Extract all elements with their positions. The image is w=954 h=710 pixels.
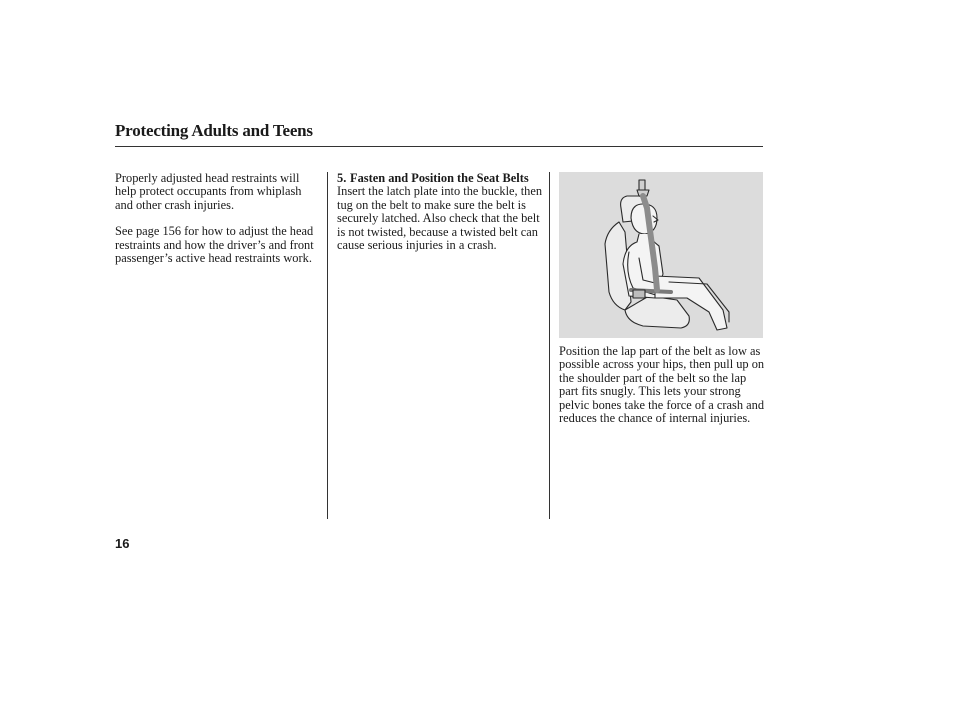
column-divider-right xyxy=(549,172,550,519)
seat-cushion-icon xyxy=(625,296,689,328)
head-restraint-paragraph: Properly adjusted head restraints will help protect occupants from whiplash and other crash injuries. xyxy=(115,171,302,212)
column-divider-left xyxy=(327,172,328,519)
page-number: 16 xyxy=(115,536,130,551)
page-title: Protecting Adults and Teens xyxy=(115,121,313,140)
buckle-icon xyxy=(633,290,645,298)
title-divider xyxy=(115,146,763,147)
occupant-head-icon xyxy=(631,204,657,234)
belt-anchor-icon xyxy=(639,180,645,190)
column-belt-position xyxy=(559,345,765,425)
step-number: 5. xyxy=(337,171,347,185)
step-heading-text: Fasten and Position the Seat Belts xyxy=(350,171,529,185)
column-head-restraints xyxy=(115,172,320,265)
seat-belt-instructions: Insert the latch plate into the buckle, then tug on the belt to make sure the belt is securely latched. Also check that the belt is not twisted, because a twisted belt can cause serious injuries in a crash. xyxy=(337,184,543,253)
column-seat-belts xyxy=(337,172,543,252)
seat-belt-illustration xyxy=(559,172,763,338)
belt-position-caption: Position the lap part of the belt as low as possible across your hips, then pull up on the shoulder part of the belt so the lap part fits snugly. This lets your strong pelvic bones take the force of a crash and reduces the chance of internal injuries. xyxy=(559,344,765,426)
step-heading xyxy=(337,172,543,185)
head-restraint-reference-paragraph: See page 156 for how to adjust the head restraints and how the driver’s and front passenger’s active head restraints work. xyxy=(115,224,314,266)
seated-occupant-drawing xyxy=(559,172,763,338)
